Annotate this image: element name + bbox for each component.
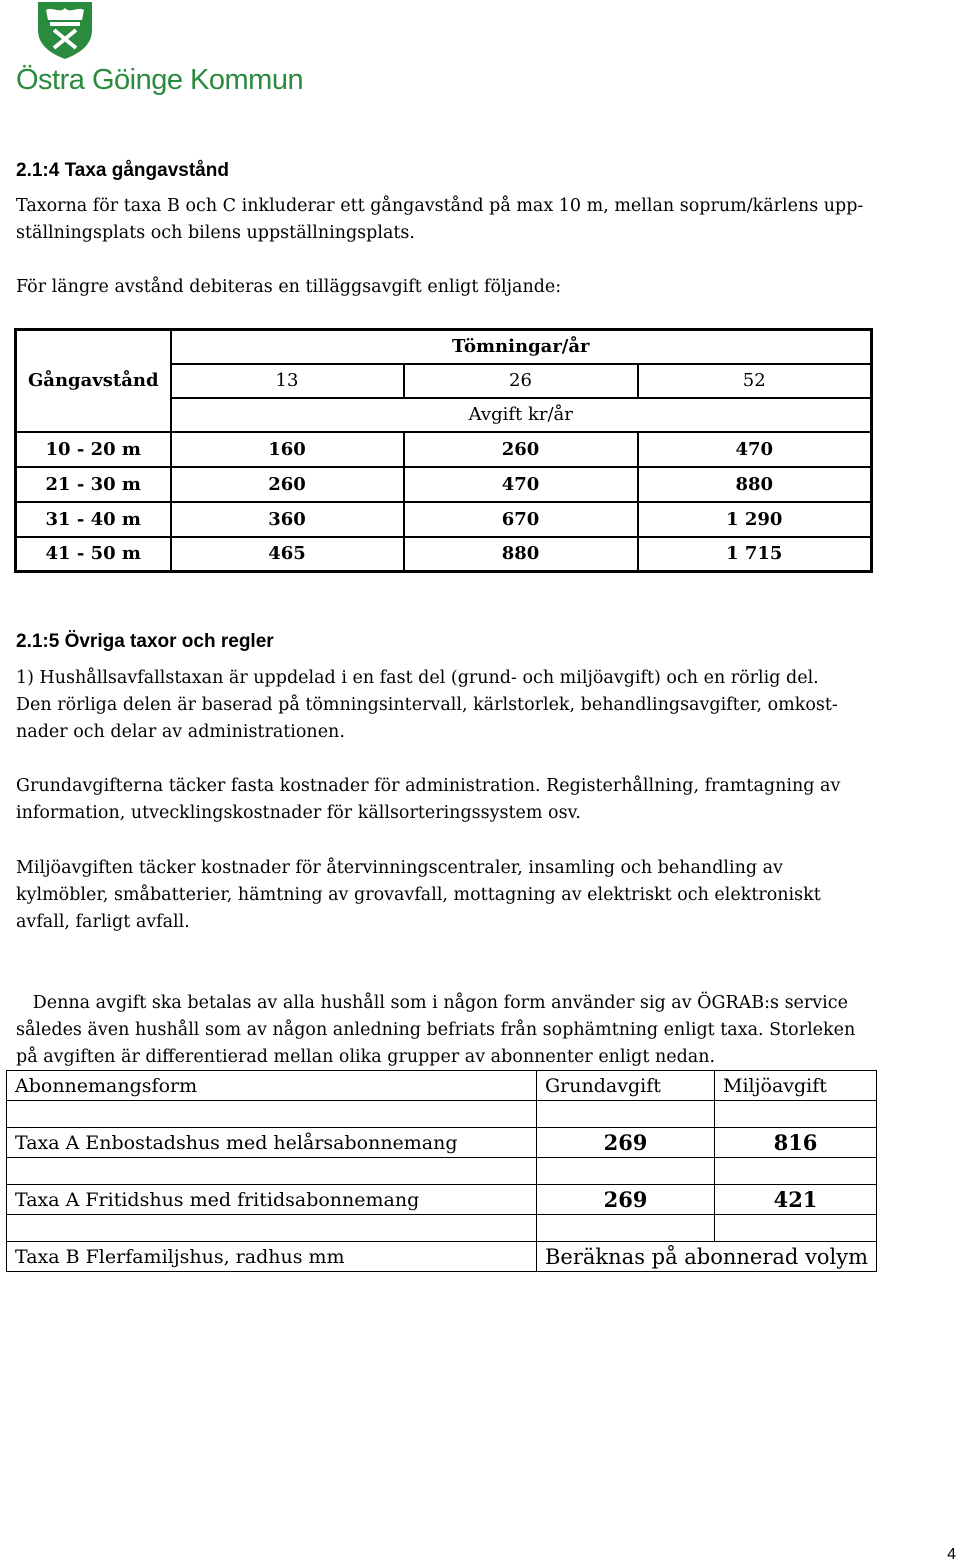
fee-cell: 465 [171,537,404,572]
para-line: Denna avgift ska betalas av alla hushåll som i någon form använder sig av ÖGRAB:s service [27,993,848,1013]
para-line: nader och delar av administrationen. [16,722,345,742]
fee-cell: 880 [638,467,872,502]
para-line: Miljöavgiften täcker kostnader för återvinningscentraler, insamling och behandling av [16,858,783,878]
subscription-form-cell: Taxa A Fritidshus med fritidsabonnemang [7,1185,537,1215]
table-row [16,502,872,537]
section-heading-walking-distance: 2.1:4 Taxa gångavstånd [16,160,229,181]
paragraph-fee-payers [16,963,916,1071]
para-line: avfall, farligt avfall. [16,912,190,932]
row-header-distance: Gångavstånd [16,330,171,432]
empty-cell [7,1215,537,1242]
empty-cell [537,1158,715,1185]
paragraph-base-fee [16,773,916,827]
environment-fee-cell: 816 [715,1128,877,1158]
section-heading-other-fees: 2.1:5 Övriga taxor och regler [16,631,274,652]
empty-cell [715,1158,877,1185]
subscription-form-cell: Taxa B Flerfamiljshus, radhus mm [7,1242,537,1272]
distance-cell: 31 - 40 m [16,502,171,537]
distance-cell: 41 - 50 m [16,537,171,572]
frequency-13: 13 [171,364,404,398]
paragraph-walking-distance [16,193,916,247]
para-line: information, utvecklingskostnader för källsorteringssystem osv. [16,803,581,823]
subscription-fee-table [6,1070,877,1272]
header-subscription-form: Abonnemangsform [7,1071,537,1101]
para-line: på avgiften är differentierad mellan olika grupper av abonnenter enligt nedan. [16,1047,716,1067]
table-row [7,1128,877,1158]
para-line: kylmöbler, småbatterier, hämtning av grovavfall, mottagning av elektriskt och elektroniskt [16,885,821,905]
walking-distance-fee-table [14,328,873,573]
subscription-form-cell: Taxa A Enbostadshus med helårsabonnemang [7,1128,537,1158]
empty-cell [7,1101,537,1128]
empty-cell [537,1215,715,1242]
fee-unit: Avgift kr/år [171,398,872,432]
para-line: Den rörliga delen är baserad på tömningsintervall, kärlstorlek, behandlingsavgifter, omkost- [16,695,838,715]
para-line: Taxorna för taxa B och C inkluderar ett gångavstånd på max 10 m, mellan soprum/kärlens upp- [16,196,864,216]
paragraph-extra-fee: För längre avstånd debiteras en tilläggsavgift enligt följande: [16,277,562,297]
fee-cell: 260 [171,467,404,502]
empty-cell [715,1101,877,1128]
fee-cell: 1 715 [638,537,872,572]
table-row [7,1242,877,1272]
volume-note-cell: Beräknas på abonnerad volym [537,1242,877,1272]
table-row [16,537,872,572]
logo-name: Östra Göinge Kommun [16,64,304,96]
distance-cell: 21 - 30 m [16,467,171,502]
base-fee-cell: 269 [537,1185,715,1215]
fee-cell: 260 [404,432,638,467]
group-header-emptyings: Tömningar/år [171,330,872,364]
distance-cell: 10 - 20 m [16,432,171,467]
frequency-52: 52 [638,364,872,398]
fee-cell: 1 290 [638,502,872,537]
para-line: således även hushåll som av någon anledning befriats från sophämtning enligt taxa. Storleken [16,1020,856,1040]
paragraph-environment-fee [16,855,916,936]
municipality-logo [14,0,304,110]
frequency-26: 26 [404,364,638,398]
table-row [16,432,872,467]
coat-of-arms-icon [34,0,96,60]
para-line: 1) Hushållsavfallstaxan är uppdelad i en fast del (grund- och miljöavgift) och en rörlig del. [16,668,819,688]
fee-cell: 880 [404,537,638,572]
fee-cell: 670 [404,502,638,537]
para-line: Grundavgifterna täcker fasta kostnader för administration. Registerhållning, framtagning av [16,776,841,796]
empty-cell [7,1158,537,1185]
para-line: ställningsplats och bilens uppställningsplats. [16,223,415,243]
empty-cell [537,1101,715,1128]
table-row [16,467,872,502]
empty-cell [715,1215,877,1242]
fee-cell: 470 [638,432,872,467]
fee-cell: 470 [404,467,638,502]
paragraph-fee-structure [16,665,916,746]
table-row [7,1185,877,1215]
environment-fee-cell: 421 [715,1185,877,1215]
header-base-fee: Grundavgift [537,1071,715,1101]
page-number: 4 [947,1546,956,1563]
fee-cell: 360 [171,502,404,537]
header-environment-fee: Miljöavgift [715,1071,877,1101]
base-fee-cell: 269 [537,1128,715,1158]
fee-cell: 160 [171,432,404,467]
